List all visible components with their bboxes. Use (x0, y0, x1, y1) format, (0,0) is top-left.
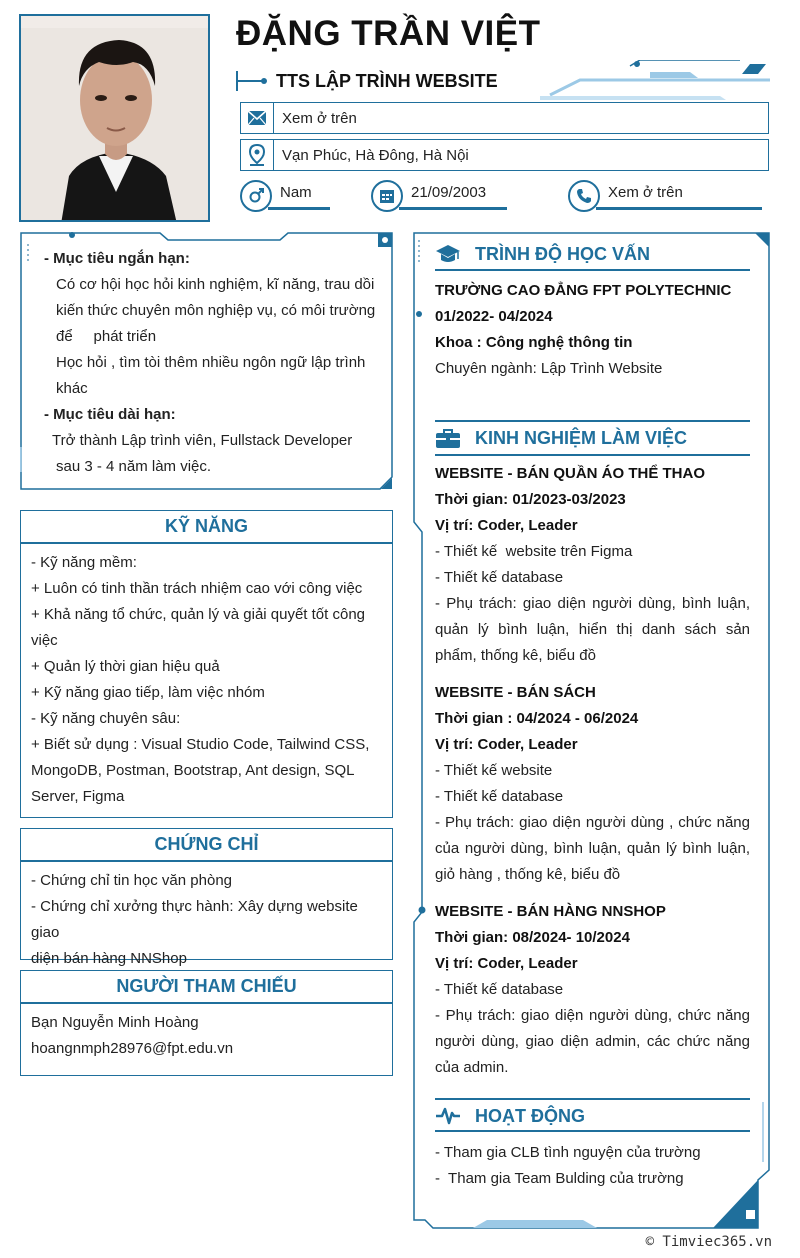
short-term-line-1: Có cơ hội học hỏi kinh nghiệm, kĩ năng, trau dồi (56, 276, 375, 293)
skill-line: + Luôn có tinh thần trách nhiệm cao với công việc (31, 580, 363, 597)
certificate-line: - Chứng chỉ xưởng thực hành: Xây dựng website giao (31, 898, 358, 941)
job-detail: - Phụ trách: giao diện người dùng , chức năng của người dùng, bình luận, quản lý bình luận, giỏ hàng , thống kê, biểu đồ (435, 814, 750, 883)
phone-field (568, 178, 764, 214)
footer-brand[interactable]: © Timviec365.vn (645, 1234, 772, 1250)
experience-header (435, 420, 750, 456)
major: Chuyên ngành: Lập Trình Website (435, 360, 663, 377)
experience-title: KINH NGHIỆM LÀM VIỆC (475, 427, 688, 448)
job-detail: - Phụ trách: giao diện người dùng, bình luận, quản lý bình luận, hiển thị danh sách sản phẩm, thống kê, biểu đồ (435, 595, 750, 664)
job-detail: - Thiết kế database (435, 981, 564, 998)
location-pin-icon (241, 140, 274, 170)
short-term-line-3: để phát triển (56, 328, 157, 345)
graduation-cap-icon (435, 243, 461, 265)
skills-section (20, 510, 393, 818)
reference-email[interactable]: hoangnmph28976@fpt.edu.vn (31, 1040, 234, 1057)
pulse-icon (435, 1105, 461, 1127)
short-term-label: - Mục tiêu ngắn hạn: (44, 250, 190, 267)
job-name: WEBSITE - BÁN HÀNG NNSHOP (435, 903, 666, 920)
school-name: TRƯỜNG CAO ĐẲNG FPT POLYTECHNIC (435, 282, 732, 299)
job-detail: - Phụ trách: giao diện người dùng, chức năng người dùng, giao diện admin, các chức năng của admin. (435, 1007, 750, 1076)
certificate-line: - Chứng chỉ tin học văn phòng (31, 872, 232, 889)
skill-line: - Kỹ năng chuyên sâu: (31, 710, 181, 727)
address-value: Vạn Phúc, Hà Đông, Hà Nội (282, 146, 469, 164)
experience-divider (435, 454, 750, 456)
profile-photo (19, 14, 210, 222)
title-line-icon (236, 71, 268, 91)
email-value[interactable]: Xem ở trên (282, 109, 357, 127)
job-title: TTS LẬP TRÌNH WEBSITE (276, 71, 498, 91)
job-name: WEBSITE - BÁN SÁCH (435, 684, 596, 701)
header-decoration (540, 60, 775, 100)
experience-job-2 (435, 680, 750, 888)
address-row (240, 139, 769, 171)
job-role: Vị trí: Coder, Leader (435, 736, 578, 753)
education-header (435, 236, 750, 272)
job-role: Vị trí: Coder, Leader (435, 955, 578, 972)
job-time: Thời gian: 01/2023-03/2023 (435, 491, 626, 508)
experience-job-1 (435, 461, 750, 669)
birthday-field (371, 178, 509, 214)
skill-line: MongoDB, Postman, Bootstrap, Ant design, SQL (31, 762, 355, 779)
experience-job-3 (435, 899, 750, 1081)
long-term-label: - Mục tiêu dài hạn: (44, 406, 176, 423)
skill-line: + Quản lý thời gian hiệu quả (31, 658, 220, 675)
faculty: Khoa : Công nghệ thông tin (435, 334, 633, 351)
activity-item: - Tham gia Team Bulding của trường (435, 1170, 684, 1187)
gender-field (240, 178, 332, 214)
job-detail: - Thiết kế database (435, 788, 564, 805)
references-section (20, 970, 393, 1076)
job-name: WEBSITE - BÁN QUẦN ÁO THỂ THAO (435, 465, 705, 482)
certificates-body (21, 862, 392, 980)
job-time: Thời gian: 08/2024- 10/2024 (435, 929, 630, 946)
skills-title: KỸ NĂNG (21, 511, 392, 544)
certificates-title: CHỨNG CHỈ (21, 829, 392, 862)
activities-title: HOẠT ĐỘNG (475, 1105, 585, 1126)
phone-value[interactable]: Xem ở trên (596, 184, 762, 210)
references-body (21, 1004, 392, 1070)
reference-name: Bạn Nguyễn Minh Hoàng (31, 1014, 199, 1031)
short-term-line-5: khác (56, 380, 88, 397)
birthday-value: 21/09/2003 (399, 184, 507, 210)
skill-line: + Biết sử dụng : Visual Studio Code, Tailwind CSS, (31, 736, 370, 753)
objective-text (44, 246, 384, 480)
activities-body (435, 1140, 750, 1192)
long-term-line-2: sau 3 - 4 năm làm việc. (56, 458, 212, 475)
skill-line: Server, Figma (31, 788, 125, 805)
education-divider (435, 269, 750, 271)
education-body (435, 278, 750, 382)
briefcase-icon (435, 427, 461, 449)
short-term-line-2: kiến thức chuyên môn nghiệp vụ, có môi trường (56, 302, 376, 319)
gender-value: Nam (268, 184, 330, 210)
skill-line: - Kỹ năng mềm: (31, 554, 137, 571)
portrait-illustration (21, 16, 210, 222)
job-time: Thời gian : 04/2024 - 06/2024 (435, 710, 639, 727)
job-detail: - Thiết kế website (435, 762, 553, 779)
activity-item: - Tham gia CLB tình nguyện của trường (435, 1144, 701, 1161)
email-row (240, 102, 769, 134)
long-term-line-1: Trở thành Lập trình viên, Fullstack Developer (52, 432, 353, 449)
candidate-name: ĐẶNG TRẦN VIỆT (236, 14, 541, 53)
job-role: Vị trí: Coder, Leader (435, 517, 578, 534)
skill-line: + Khả năng tổ chức, quản lý và giải quyết tốt công (31, 606, 366, 623)
job-detail: - Thiết kế database (435, 569, 564, 586)
references-title: NGƯỜI THAM CHIẾU (21, 971, 392, 1004)
activities-divider (435, 1130, 750, 1132)
mail-icon (241, 103, 274, 133)
short-term-line-4: Học hỏi , tìm tòi thêm nhiều ngôn ngữ lập trình (56, 354, 366, 371)
activities-header (435, 1098, 750, 1134)
skill-line: + Kỹ năng giao tiếp, làm việc nhóm (31, 684, 265, 701)
certificates-section (20, 828, 393, 967)
objective-section (20, 232, 393, 490)
skills-body (21, 544, 392, 818)
job-detail: - Thiết kế website trên Figma (435, 543, 633, 560)
skill-line: việc (31, 632, 58, 649)
certificate-line: diện bán hàng NNShop (31, 950, 187, 967)
school-period: 01/2022- 04/2024 (435, 308, 553, 325)
education-title: TRÌNH ĐỘ HỌC VẤN (475, 243, 650, 264)
